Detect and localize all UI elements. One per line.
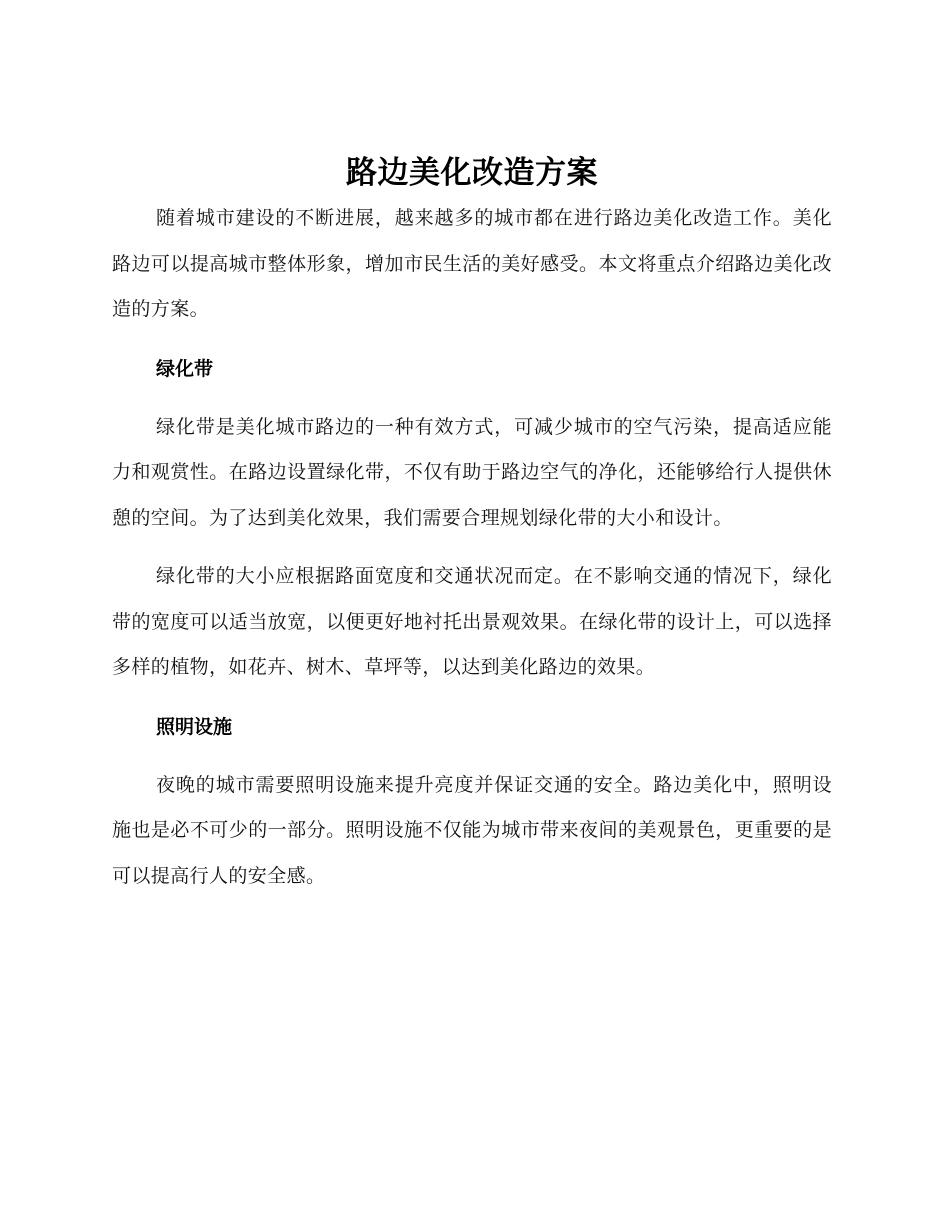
lighting-paragraph-1: 夜晚的城市需要照明设施来提升亮度并保证交通的安全。路边美化中，照明设施也是必不可少的一部分。照明设施不仅能为城市带来夜间的美观景色，更重要的是可以提高行人的安全感。 <box>112 773 832 887</box>
intro-paragraph: 随着城市建设的不断进展，越来越多的城市都在进行路边美化改造工作。美化路边可以提高城市整体形象，增加市民生活的美好感受。本文将重点介绍路边美化改造的方案。 <box>112 207 832 320</box>
greenbelt-paragraph-2: 绿化带的大小应根据路面宽度和交通状况而定。在不影响交通的情况下，绿化带的宽度可以适当放宽，以便更好地衬托出景观效果。在绿化带的设计上，可以选择多样的植物，如花卉、树木、草坪等，以达到美化路边的效果。 <box>112 565 832 678</box>
page-title: 路边美化改造方案 <box>346 155 598 191</box>
section-heading-greenbelt: 绿化带 <box>156 357 214 380</box>
section-heading-lighting: 照明设施 <box>156 715 233 738</box>
paragraph-spacer <box>112 541 832 554</box>
greenbelt-paragraph-1: 绿化带是美化城市路边的一种有效方式，可减少城市的空气污染，提高适应能力和观赏性。在路边设置绿化带，不仅有助于路边空气的净化，还能够给行人提供休憩的空间。为了达到美化效果，我们需要合理规划绿化带的大小和设计。 <box>112 415 832 529</box>
document-body <box>112 150 832 899</box>
